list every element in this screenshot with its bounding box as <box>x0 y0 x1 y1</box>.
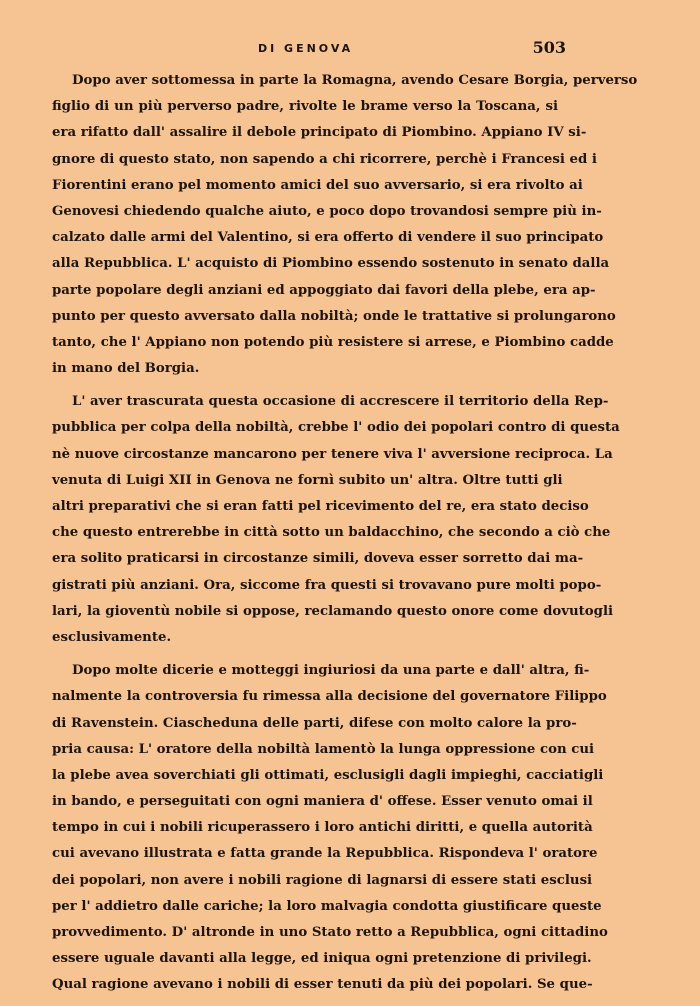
text-line: figlio di un più perverso padre, rivolte le brame verso la Toscana, si <box>52 99 558 115</box>
body-text <box>52 68 638 1006</box>
text-line: in mano del Borgia. <box>52 361 200 377</box>
paragraph <box>52 68 638 382</box>
text-line: che questo entrerebbe in città sotto un baldacchino, che secondo a ciò che <box>52 525 611 541</box>
text-line: Qual ragione avevano i nobili di esser tenuti da più dei popolari. Se que- <box>52 977 593 993</box>
text-line: Genovesi chiedendo qualche aiuto, e poco dopo trovandosi sempre più in- <box>52 203 602 219</box>
text-line: esclusivamente. <box>52 629 172 645</box>
text-line: tanto, che l' Appiano non potendo più resistere si arrese, e Piombino cadde <box>52 334 614 350</box>
text-line: nè nuove circostanze mancarono per tenere viva l' avversione reciproca. La <box>52 446 613 462</box>
page-number: 503 <box>532 38 566 57</box>
text-line: di Ravenstein. Ciascheduna delle parti, difese con molto calore la pro- <box>52 715 577 731</box>
text-line: dei popolari, non avere i nobili ragione di lagnarsi di essere stati esclusi <box>52 872 593 888</box>
paragraph <box>52 389 620 651</box>
text-line: nalmente la controversia fu rimessa alla decisione del governatore Filippo <box>52 689 607 705</box>
text-line: venuta di Luigi XII in Genova ne fornì subito un' altra. Oltre tutti gli <box>52 472 563 488</box>
text-line: tempo in cui i nobili ricuperassero i loro antichi diritti, e quella autorità <box>52 820 593 836</box>
text-line: era rifatto dall' assalire il debole principato di Piombino. Appiano IV si- <box>52 125 587 141</box>
text-line: essere uguale davanti alla legge, ed iniqua ogni pretenzione di privilegi. <box>52 951 592 967</box>
text-line: la plebe avea soverchiati gli ottimati, esclusigli dagli impieghi, cacciatigli <box>52 767 604 783</box>
text-line: Dopo molte dicerie e motteggi ingiuriosi da una parte e dall' altra, fi- <box>72 663 590 679</box>
text-line: provvedimento. D' altronde in uno Stato retto a Repubblica, ogni cittadino <box>52 925 608 940</box>
text-line: per l' addietro dalle cariche; la loro malvagia condotta giustificare queste <box>52 898 602 914</box>
text-line: pria causa: L' oratore della nobiltà lamentò la lunga oppressione con cui <box>52 741 595 757</box>
running-head: DI GENOVA <box>258 42 354 55</box>
text-line: Fiorentini erano pel momento amici del suo avversario, si era rivolto ai <box>52 177 583 193</box>
text-line: cui avevano illustrata e fatta grande la Repubblica. Rispondeva l' oratore <box>52 846 598 862</box>
paragraph <box>52 658 608 998</box>
text-line: alla Repubblica. L' acquisto di Piombino essendo sostenuto in senato dalla <box>52 256 610 272</box>
text-line: L' aver trascurata questa occasione di accrescere il territorio della Rep- <box>72 394 609 410</box>
text-line: calzato dalle armi del Valentino, si era offerto di vendere il suo principato <box>52 230 604 246</box>
text-line: altri preparativi che si eran fatti pel ricevimento del re, era stato deciso <box>52 499 589 514</box>
page-header <box>70 38 566 62</box>
text-line: pubblica per colpa della nobiltà, crebbe l' odio dei popolari contro di questa <box>52 420 620 436</box>
text-line: Dopo aver sottomessa in parte la Romagna, avendo Cesare Borgia, perverso <box>72 73 638 88</box>
text-line: gistrati più anziani. Ora, siccome fra questi si trovavano pure molti popo- <box>52 577 602 593</box>
text-line: lari, la gioventù nobile si oppose, reclamando questo onore come dovutogli <box>52 603 614 619</box>
text-line: parte popolare degli anziani ed appoggiato dai favori della plebe, era ap- <box>52 282 596 298</box>
text-line: gnore di questo stato, non sapendo a chi ricorrere, perchè i Francesi ed i <box>52 151 597 167</box>
text-line: era solito praticarsi in circostanze simili, doveva esser sorretto dai ma- <box>52 551 584 567</box>
text-line: punto per questo avversato dalla nobiltà; onde le trattative si prolungarono <box>52 308 616 324</box>
text-line: in bando, e perseguitati con ogni maniera d' offese. Esser venuto omai il <box>52 794 593 810</box>
